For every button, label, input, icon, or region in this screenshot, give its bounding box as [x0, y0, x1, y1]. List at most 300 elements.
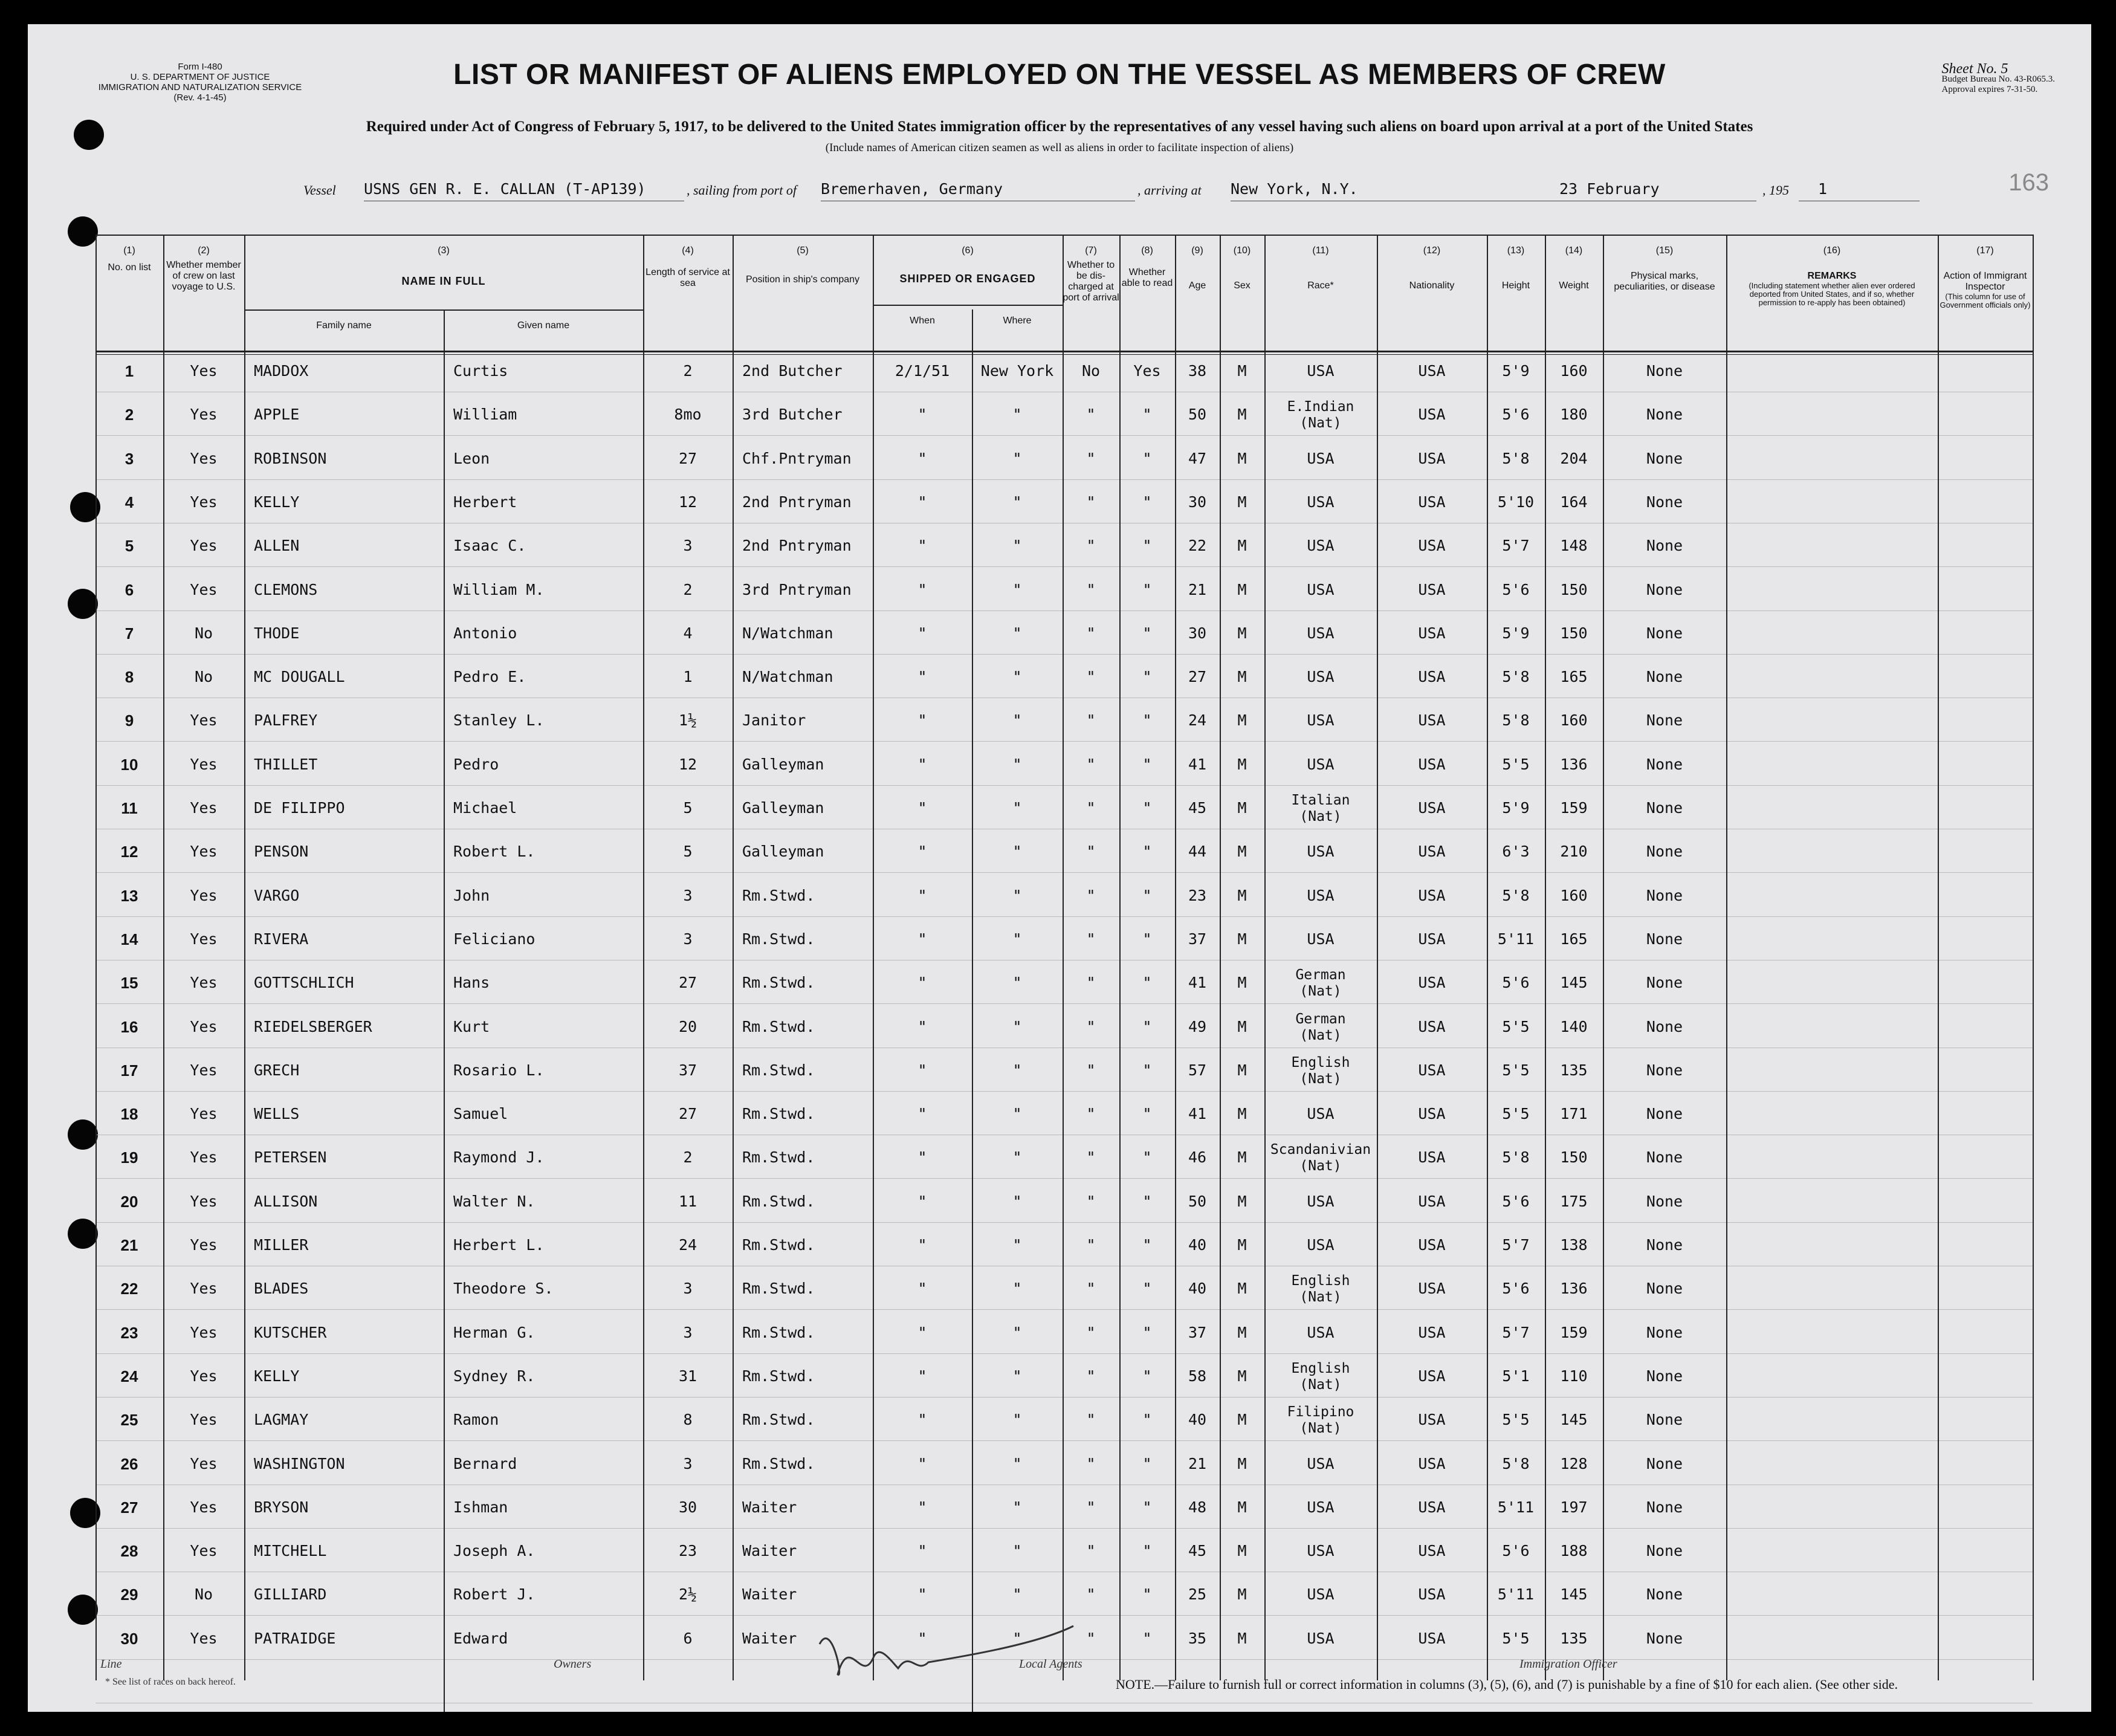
cell-where: " — [1012, 886, 1022, 904]
cell-where: " — [1012, 406, 1022, 424]
cell-read: " — [1142, 1498, 1152, 1516]
cell-read: " — [1142, 711, 1152, 730]
cell-height: 5'6 — [1502, 1542, 1530, 1560]
cell-given: Edward — [453, 1629, 508, 1647]
cell-where: " — [1012, 1192, 1022, 1210]
cell-no: 9 — [125, 711, 134, 730]
cell-height: 5'6 — [1502, 974, 1530, 992]
cell-nationality: USA — [1418, 1192, 1446, 1210]
form-service: IMMIGRATION AND NATURALIZATION SERVICE — [98, 82, 302, 92]
cell-given: Bernard — [453, 1454, 517, 1472]
cell-age: 37 — [1188, 930, 1207, 948]
cell-weight: 110 — [1560, 1367, 1588, 1385]
vessel-label: Vessel — [303, 183, 336, 198]
crew-manifest-table — [95, 235, 2033, 1680]
cell-when: " — [917, 1105, 927, 1123]
cell-position: Galleyman — [742, 755, 824, 773]
cell-where: " — [1012, 493, 1022, 511]
cell-where: " — [1012, 1105, 1022, 1123]
cell-nationality: USA — [1418, 624, 1446, 642]
cell-where: " — [1012, 1542, 1022, 1560]
cell-no: 7 — [125, 624, 134, 643]
race-footnote: * See list of races on back hereof. — [105, 1677, 236, 1687]
cell-nationality: USA — [1418, 755, 1446, 773]
cell-no: 6 — [125, 580, 134, 599]
cell-discharged: " — [1086, 711, 1096, 730]
cell-crew: Yes — [190, 1061, 218, 1079]
sailing-port: Bremerhaven, Germany — [821, 180, 1003, 198]
cell-given: Herman G. — [453, 1323, 535, 1341]
cell-given: Leon — [453, 449, 490, 467]
cell-marks: None — [1646, 799, 1683, 817]
cell-discharged: " — [1086, 755, 1096, 773]
col-8-number: (8) — [1141, 245, 1153, 256]
cell-race: USA — [1307, 1542, 1335, 1560]
cell-where: " — [1012, 668, 1022, 686]
cell-nationality: USA — [1418, 1017, 1446, 1035]
cell-race-line1: German — [1295, 967, 1346, 983]
cell-no: 8 — [125, 668, 134, 687]
cell-race-line1: Scandanivian — [1270, 1142, 1371, 1158]
cell-where: " — [1012, 843, 1022, 861]
cell-height: 5'9 — [1502, 362, 1530, 380]
cell-age: 48 — [1188, 1498, 1207, 1516]
cell-age: 45 — [1188, 799, 1207, 817]
col-remarks-header: REMARKS — [1807, 271, 1857, 281]
cell-crew: Yes — [190, 406, 218, 424]
cell-no: 23 — [120, 1323, 138, 1342]
cell-service: 20 — [678, 1017, 697, 1035]
cell-discharged: " — [1086, 1280, 1096, 1298]
cell-race-line1: Filipino — [1287, 1404, 1354, 1420]
cell-no: 30 — [120, 1629, 138, 1648]
cell-family: KUTSCHER — [254, 1323, 327, 1341]
cell-height: 5'8 — [1502, 668, 1530, 686]
cell-sex: M — [1237, 1629, 1247, 1647]
cell-race-line2: (Nat) — [1299, 1420, 1342, 1437]
cell-where: " — [1012, 1498, 1022, 1516]
cell-read: Yes — [1133, 362, 1161, 380]
cell-where: " — [1012, 449, 1022, 467]
cell-race-line2: (Nat) — [1299, 1376, 1342, 1393]
cell-weight: 188 — [1560, 1542, 1588, 1560]
cell-race: USA — [1307, 624, 1335, 642]
cell-age: 46 — [1188, 1148, 1207, 1167]
arriving-port: New York, N.Y. — [1231, 180, 1358, 198]
cell-height: 5'5 — [1502, 1411, 1530, 1429]
cell-weight: 160 — [1560, 886, 1588, 904]
cell-nationality: USA — [1418, 449, 1446, 467]
cell-sex: M — [1237, 1498, 1247, 1516]
col-height-header: Height — [1501, 280, 1530, 291]
cell-given: Herbert — [453, 493, 517, 511]
cell-where: " — [1012, 1061, 1022, 1079]
cell-weight: 136 — [1560, 755, 1588, 773]
cell-when: " — [917, 843, 927, 861]
col-remarks-subheader: (Including statement whether alien ever ordered deported from United States, and if so, whether permission to re-apply has been obtained) — [1749, 281, 1915, 307]
cell-read: " — [1142, 537, 1152, 555]
cell-height: 5'7 — [1502, 537, 1530, 555]
cell-read: " — [1142, 799, 1152, 817]
cell-weight: 135 — [1560, 1061, 1588, 1079]
cell-weight: 138 — [1560, 1236, 1588, 1254]
cell-crew: Yes — [190, 1629, 218, 1647]
cell-nationality: USA — [1418, 1280, 1446, 1298]
cell-given: Walter N. — [453, 1192, 535, 1210]
cell-where: " — [1012, 1148, 1022, 1167]
cell-when: " — [917, 668, 927, 686]
cell-given: Ishman — [453, 1498, 508, 1516]
cell-position: Rm.Stwd. — [742, 1367, 815, 1385]
cell-position: Rm.Stwd. — [742, 1061, 815, 1079]
cell-service: 12 — [678, 755, 697, 773]
cell-crew: Yes — [190, 1367, 218, 1385]
cell-where: " — [1012, 1323, 1022, 1341]
cell-marks: None — [1646, 1454, 1683, 1472]
cell-no: 5 — [125, 537, 134, 555]
cell-sex: M — [1237, 668, 1247, 686]
cell-no: 13 — [120, 886, 138, 905]
cell-when: " — [917, 1192, 927, 1210]
cell-race — [1264, 1273, 1377, 1306]
cell-sex: M — [1237, 886, 1247, 904]
cell-age: 45 — [1188, 1542, 1207, 1560]
cell-weight: 210 — [1560, 843, 1588, 861]
col-no-header: No. on list — [108, 262, 151, 273]
col-3-number: (3) — [438, 245, 450, 256]
cell-where: " — [1012, 1411, 1022, 1429]
cell-where: " — [1012, 537, 1022, 555]
cell-crew: Yes — [190, 362, 218, 380]
cell-no: 25 — [120, 1411, 138, 1430]
cell-when: " — [917, 1498, 927, 1516]
form-revision: (Rev. 4-1-45) — [173, 92, 227, 103]
sailing-label: , sailing from port of — [687, 183, 797, 198]
handwritten-signature — [807, 1608, 1086, 1692]
cell-service: 5 — [683, 843, 693, 861]
cell-family: MITCHELL — [254, 1542, 327, 1560]
punch-hole — [68, 1119, 98, 1150]
cell-race: USA — [1307, 668, 1335, 686]
stamp-number: 163 — [2008, 169, 2049, 196]
cell-age: 30 — [1188, 624, 1207, 642]
page-subtitle: Required under Act of Congress of February 5, 1917, to be delivered to the United States immigration officer by the representatives of any vessel having such aliens on board upon arrival at a port of the United States — [366, 118, 1753, 135]
footer-officer-label: Immigration Officer — [1519, 1657, 1617, 1671]
cell-age: 50 — [1188, 1192, 1207, 1210]
cell-crew: Yes — [190, 537, 218, 555]
cell-race: USA — [1307, 1585, 1335, 1604]
cell-marks: None — [1646, 843, 1683, 861]
arriving-label: , arriving at — [1137, 183, 1202, 198]
cell-sex: M — [1237, 624, 1247, 642]
cell-sex: M — [1237, 843, 1247, 861]
cell-height: 5'9 — [1502, 624, 1530, 642]
cell-height: 5'5 — [1502, 1629, 1530, 1647]
cell-age: 49 — [1188, 1017, 1207, 1035]
cell-crew: Yes — [190, 1148, 218, 1167]
col-10-number: (10) — [1233, 245, 1251, 256]
cell-family: GILLIARD — [254, 1585, 327, 1604]
cell-given: Stanley L. — [453, 711, 545, 730]
cell-service: 1½ — [678, 711, 697, 730]
col-4-number: (4) — [682, 245, 694, 256]
cell-no: 27 — [120, 1498, 138, 1517]
cell-discharged: " — [1086, 537, 1096, 555]
cell-when: " — [917, 493, 927, 511]
cell-when: " — [917, 406, 927, 424]
cell-race — [1264, 792, 1377, 825]
cell-read: " — [1142, 974, 1152, 992]
cell-marks: None — [1646, 1542, 1683, 1560]
cell-no: 20 — [120, 1192, 138, 1211]
cell-given: Joseph A. — [453, 1542, 535, 1560]
cell-nationality: USA — [1418, 886, 1446, 904]
col-17-number: (17) — [1976, 245, 1994, 256]
cell-race — [1264, 1404, 1377, 1437]
cell-marks: None — [1646, 1236, 1683, 1254]
cell-read: " — [1142, 886, 1152, 904]
cell-family: BLADES — [254, 1280, 309, 1298]
cell-sex: M — [1237, 1542, 1247, 1560]
cell-discharged: " — [1086, 406, 1096, 424]
cell-marks: None — [1646, 930, 1683, 948]
cell-height: 5'5 — [1502, 1061, 1530, 1079]
cell-weight: 140 — [1560, 1017, 1588, 1035]
cell-race: USA — [1307, 493, 1335, 511]
cell-no: 29 — [120, 1585, 138, 1604]
cell-crew: No — [194, 624, 213, 642]
cell-race: USA — [1307, 1192, 1335, 1210]
cell-age: 30 — [1188, 493, 1207, 511]
cell-height: 5'8 — [1502, 1148, 1530, 1167]
cell-race: USA — [1307, 537, 1335, 555]
cell-crew: Yes — [190, 1236, 218, 1254]
col-nationality-header: Nationality — [1409, 280, 1455, 291]
cell-sex: M — [1237, 1323, 1247, 1341]
cell-race — [1264, 399, 1377, 432]
cell-where: " — [1012, 711, 1022, 730]
cell-race: USA — [1307, 886, 1335, 904]
sheet-label: Sheet No. — [1941, 61, 1998, 77]
cell-read: " — [1142, 493, 1152, 511]
cell-given: Isaac C. — [453, 537, 526, 555]
cell-position: N/Watchman — [742, 624, 833, 642]
cell-race-line2: (Nat) — [1299, 1289, 1342, 1306]
cell-age: 40 — [1188, 1236, 1207, 1254]
cell-no: 10 — [120, 755, 138, 774]
cell-weight: 165 — [1560, 668, 1588, 686]
cell-family: DE FILIPPO — [254, 799, 345, 817]
cell-nationality: USA — [1418, 843, 1446, 861]
cell-service: 2 — [683, 580, 693, 598]
approval-expiry: Approval expires 7-31-50. — [1941, 85, 2038, 94]
cell-family: KELLY — [254, 1367, 300, 1385]
cell-no: 11 — [121, 799, 138, 817]
cell-age: 37 — [1188, 1323, 1207, 1341]
vessel-name: USNS GEN R. E. CALLAN (T-AP139) — [364, 180, 646, 198]
cell-service: 5 — [683, 799, 693, 817]
cell-discharged: " — [1086, 1498, 1096, 1516]
cell-sex: M — [1237, 449, 1247, 467]
cell-crew: Yes — [190, 580, 218, 598]
cell-position: Rm.Stwd. — [742, 1017, 815, 1035]
col-position-header: Position in ship's company — [745, 274, 860, 285]
cell-family: THILLET — [254, 755, 318, 773]
cell-where: " — [1012, 1585, 1022, 1604]
cell-when: " — [917, 974, 927, 992]
cell-service: 4 — [683, 624, 693, 642]
cell-weight: 159 — [1560, 799, 1588, 817]
cell-age: 41 — [1188, 1105, 1207, 1123]
cell-discharged: " — [1086, 886, 1096, 904]
cell-where: " — [1012, 930, 1022, 948]
cell-race-line1: Italian — [1291, 792, 1350, 808]
cell-age: 24 — [1188, 711, 1207, 730]
cell-position: 3rd Pntryman — [742, 580, 852, 598]
cell-crew: Yes — [190, 1017, 218, 1035]
cell-no: 3 — [125, 449, 134, 468]
cell-when: " — [917, 1061, 927, 1079]
page-subnote: (Include names of American citizen seamen as well as aliens in order to facilitate inspection of aliens) — [825, 141, 1294, 154]
cell-crew: Yes — [190, 1542, 218, 1560]
cell-race — [1264, 1361, 1377, 1393]
cell-weight: 135 — [1560, 1629, 1588, 1647]
cell-family: KELLY — [254, 493, 300, 511]
cell-weight: 148 — [1560, 537, 1588, 555]
cell-service: 1 — [683, 668, 693, 686]
cell-nationality: USA — [1418, 1498, 1446, 1516]
cell-sex: M — [1237, 974, 1247, 992]
cell-age: 44 — [1188, 843, 1207, 861]
cell-age: 41 — [1188, 974, 1207, 992]
cell-height: 5'11 — [1497, 1585, 1535, 1604]
col-family-header: Family name — [316, 320, 372, 331]
cell-nationality: USA — [1418, 362, 1446, 380]
cell-age: 21 — [1188, 580, 1207, 598]
cell-age: 50 — [1188, 406, 1207, 424]
cell-age: 41 — [1188, 755, 1207, 773]
cell-height: 5'8 — [1502, 886, 1530, 904]
cell-crew: Yes — [190, 1105, 218, 1123]
cell-weight: 171 — [1560, 1105, 1588, 1123]
cell-weight: 160 — [1560, 711, 1588, 730]
cell-marks: None — [1646, 406, 1683, 424]
footer-agents-label: Local Agents — [1019, 1657, 1082, 1671]
cell-marks: None — [1646, 1017, 1683, 1035]
cell-weight: 204 — [1560, 449, 1588, 467]
penalty-note: NOTE.—Failure to furnish full or correct information in columns (3), (5), (6), and (7) is punishable by a fine of $10 for each alien. (See other side. — [1116, 1677, 1898, 1692]
cell-marks: None — [1646, 886, 1683, 904]
cell-discharged: " — [1086, 624, 1096, 642]
cell-race — [1264, 1011, 1377, 1044]
cell-height: 5'8 — [1502, 449, 1530, 467]
cell-service: 27 — [678, 1105, 697, 1123]
cell-race-line2: (Nat) — [1299, 415, 1342, 432]
cell-no: 1 — [125, 362, 134, 380]
cell-nationality: USA — [1418, 1454, 1446, 1472]
cell-read: " — [1142, 1542, 1152, 1560]
cell-nationality: USA — [1418, 1629, 1446, 1647]
col-when-header: When — [910, 316, 935, 326]
cell-no: 2 — [125, 406, 134, 424]
cell-read: " — [1142, 1061, 1152, 1079]
cell-family: LAGMAY — [254, 1411, 309, 1429]
cell-age: 40 — [1188, 1411, 1207, 1429]
cell-crew: Yes — [190, 493, 218, 511]
cell-read: " — [1142, 1585, 1152, 1604]
cell-crew: Yes — [190, 974, 218, 992]
cell-given: Curtis — [453, 362, 508, 380]
punch-hole — [68, 1595, 98, 1625]
cell-when: " — [917, 1542, 927, 1560]
cell-sex: M — [1237, 493, 1247, 511]
cell-crew: Yes — [190, 755, 218, 773]
cell-race-line2: (Nat) — [1299, 1027, 1342, 1043]
cell-service: 3 — [683, 1323, 693, 1341]
cell-no: 24 — [120, 1367, 138, 1385]
cell-given: Ramon — [453, 1411, 499, 1429]
cell-race: USA — [1307, 1454, 1335, 1472]
cell-where: " — [1012, 624, 1022, 642]
cell-race-line1: E.Indian — [1287, 399, 1354, 415]
cell-where: " — [1012, 1367, 1022, 1385]
cell-no: 19 — [120, 1148, 138, 1167]
cell-marks: None — [1646, 1629, 1683, 1647]
cell-race — [1264, 967, 1377, 1000]
cell-marks: None — [1646, 668, 1683, 686]
col-action-subheader: (This column for use of Government officials only) — [1940, 292, 2031, 309]
cell-service: 30 — [678, 1498, 697, 1516]
cell-nationality: USA — [1418, 1323, 1446, 1341]
cell-position: Waiter — [742, 1542, 797, 1560]
cell-nationality: USA — [1418, 1148, 1446, 1167]
footer-owners-label: Owners — [554, 1657, 592, 1671]
cell-race: USA — [1307, 362, 1335, 380]
cell-service: 12 — [678, 493, 697, 511]
cell-service: 3 — [683, 930, 693, 948]
cell-service: 8mo — [674, 406, 702, 424]
cell-no: 22 — [120, 1280, 138, 1298]
col-2-number: (2) — [198, 245, 210, 256]
cell-when: " — [917, 1411, 927, 1429]
cell-where: " — [1012, 799, 1022, 817]
cell-read: " — [1142, 624, 1152, 642]
cell-read: " — [1142, 1280, 1152, 1298]
cell-height: 5'8 — [1502, 1454, 1530, 1472]
cell-family: VARGO — [254, 886, 300, 904]
form-number: Form I-480 — [178, 62, 222, 72]
cell-weight: 165 — [1560, 930, 1588, 948]
cell-read: " — [1142, 1323, 1152, 1341]
cell-where: " — [1012, 974, 1022, 992]
cell-position: Waiter — [742, 1498, 797, 1516]
cell-read: " — [1142, 1192, 1152, 1210]
cell-read: " — [1142, 930, 1152, 948]
cell-read: " — [1142, 755, 1152, 773]
col-service-header: Length of service at sea — [645, 267, 730, 288]
cell-given: Raymond J. — [453, 1148, 545, 1167]
cell-marks: None — [1646, 1323, 1683, 1341]
cell-nationality: USA — [1418, 711, 1446, 730]
cell-given: Robert L. — [453, 843, 535, 861]
col-14-number: (14) — [1565, 245, 1583, 256]
cell-position: N/Watchman — [742, 668, 833, 686]
cell-position: Rm.Stwd. — [742, 1236, 815, 1254]
cell-family: PATRAIDGE — [254, 1629, 336, 1647]
cell-weight: 128 — [1560, 1454, 1588, 1472]
cell-weight: 145 — [1560, 1585, 1588, 1604]
cell-sex: M — [1237, 930, 1247, 948]
